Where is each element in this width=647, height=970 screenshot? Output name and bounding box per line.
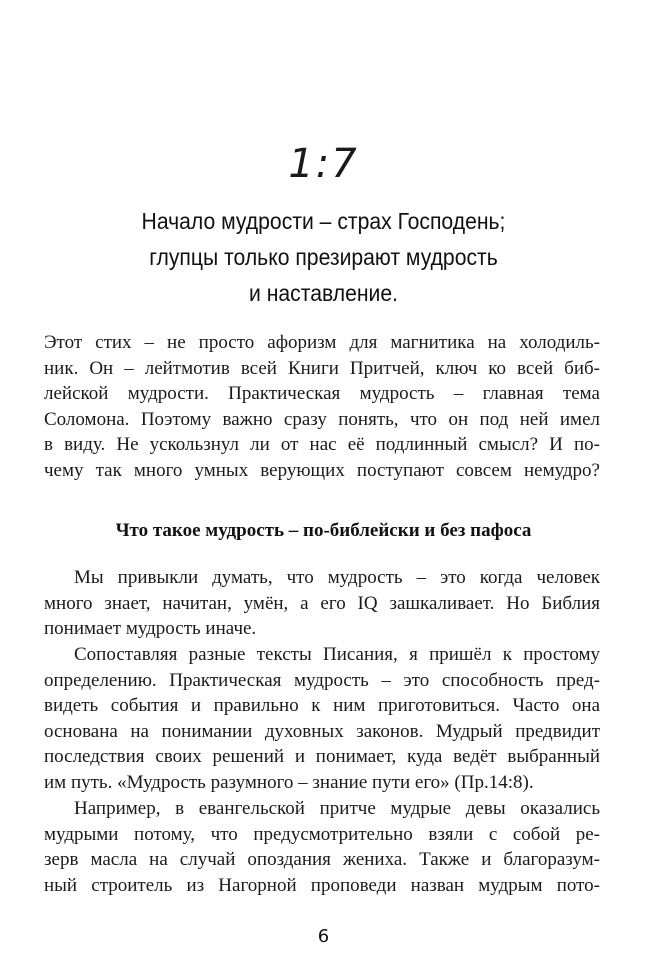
text-line: мудрыми потому, что предусмотрительно взяли с собой ре- (44, 823, 600, 845)
epigraph-line: и наставление. (249, 280, 398, 306)
intro-paragraph (44, 330, 600, 484)
chapter-number: 1:7 (288, 141, 359, 187)
paragraph (44, 565, 600, 642)
paragraph (44, 796, 600, 898)
text-line: Сопоставляя разные тексты Писания, я пришёл к простому (74, 644, 600, 665)
text-line: Мы привыкли думать, что мудрость – это когда человек (74, 567, 600, 588)
text-line: ник. Он – лейтмотив всей Книги Притчей, ключ ко всей биб- (44, 357, 600, 379)
text-line: много знает, начитан, умён, а его IQ зашкаливает. Но Библия (44, 592, 600, 614)
paragraph (44, 642, 600, 796)
text-line: зерв масла на случай опоздания жениха. Также и благоразум- (44, 849, 600, 871)
text-line: лейской мудрости. Практическая мудрость – главная тема (44, 383, 600, 405)
text-line: чему так много умных верующих поступают совсем немудро? (44, 459, 600, 481)
text-line: им путь. «Мудрость разумного – знание пути его» (Пр.14:8). (44, 771, 534, 793)
text-line: Этот стих – не просто афоризм для магнитика на холодиль- (44, 332, 600, 353)
section-heading: Что такое мудрость – по-библейски и без пафоса (115, 520, 532, 541)
page-number: 6 (317, 926, 330, 947)
text-line: определению. Практическая мудрость – это способность пред- (44, 669, 600, 691)
text-line: видеть события и правильно к ним приготовиться. Часто она (44, 695, 600, 717)
text-line: последствия своих решений и понимает, куда ведёт выбранный (44, 746, 600, 768)
epigraph-verse (63, 203, 585, 311)
text-line: основана на понимании духовных законов. Мудрый предвидит (44, 720, 600, 742)
text-line: в виду. Не ускользнул ли от нас её подлинный смысл? И по- (44, 434, 600, 456)
epigraph-line: Начало мудрости – страх Господень; (141, 208, 506, 234)
text-line: ный строитель из Нагорной проповеди назван мудрым пото- (44, 874, 600, 896)
epigraph-line: глупцы только презирают мудрость (149, 244, 498, 270)
text-line: Например, в евангельской притче мудрые девы оказались (74, 798, 600, 819)
text-line: понимает мудрость иначе. (44, 618, 257, 640)
text-line: Соломона. Поэтому важно сразу понять, что он под ней имел (44, 408, 600, 430)
